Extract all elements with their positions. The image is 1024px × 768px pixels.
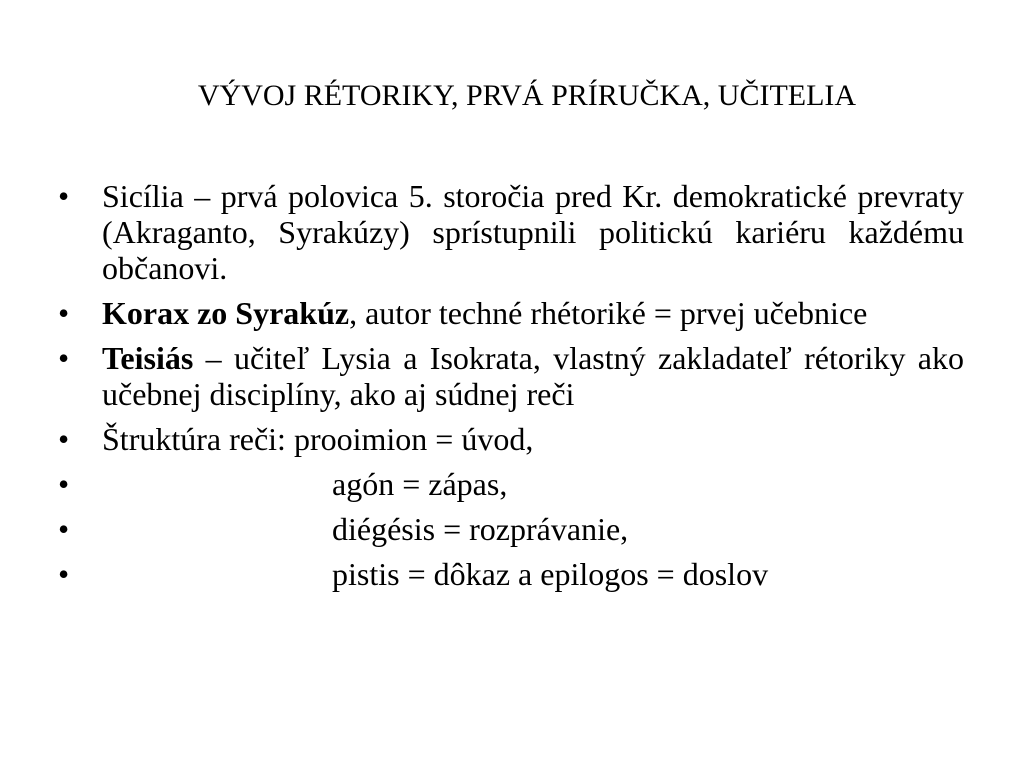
bullet-text: diégésis = rozprávanie, <box>332 511 629 547</box>
slide-title: VÝVOJ RÉTORIKY, PRVÁ PRÍRUČKA, UČITELIA <box>197 79 857 112</box>
bullet-item-struktura <box>58 421 964 457</box>
bullet-marker: • <box>58 466 70 502</box>
bullet-text: agón = zápas, <box>332 466 508 502</box>
bullet-marker: • <box>58 556 70 592</box>
bullet-item-korax <box>58 295 964 331</box>
bullet-marker: • <box>58 511 70 547</box>
bullet-text: Štruktúra reči: prooimion = úvod, <box>102 421 534 457</box>
bullet-marker: • <box>58 421 70 457</box>
bullet-item-teisias <box>58 340 964 412</box>
bullet-bold-term: Teisiás <box>102 340 194 376</box>
bullet-marker: • <box>58 178 70 214</box>
bullet-text: pistis = dôkaz a epilogos = doslov <box>332 556 769 592</box>
bullet-item-sicilia <box>58 178 964 286</box>
bullet-marker: • <box>58 295 70 331</box>
bullet-text <box>102 340 964 412</box>
bullet-item-pistis <box>58 556 964 592</box>
bullet-rest-text: – učiteľ Lysia a Isokrata, vlastný zakladateľ rétoriky ako učebnej disciplíny, ako aj súdnej reči <box>102 340 964 412</box>
bullet-item-agon <box>58 466 964 502</box>
bullet-text: Sicília – prvá polovica 5. storočia pred Kr. demokratické prevraty (Akraganto, Syrakúzy) sprístupnili politickú kariéru každému občanovi. <box>102 178 964 286</box>
bullet-list <box>58 178 964 601</box>
bullet-marker: • <box>58 340 70 376</box>
bullet-item-diegesis <box>58 511 964 547</box>
bullet-text <box>102 295 964 331</box>
bullet-bold-term: Korax zo Syrakúz <box>102 295 350 331</box>
bullet-rest-text: , autor techné rhétoriké = prvej učebnice <box>349 295 868 331</box>
